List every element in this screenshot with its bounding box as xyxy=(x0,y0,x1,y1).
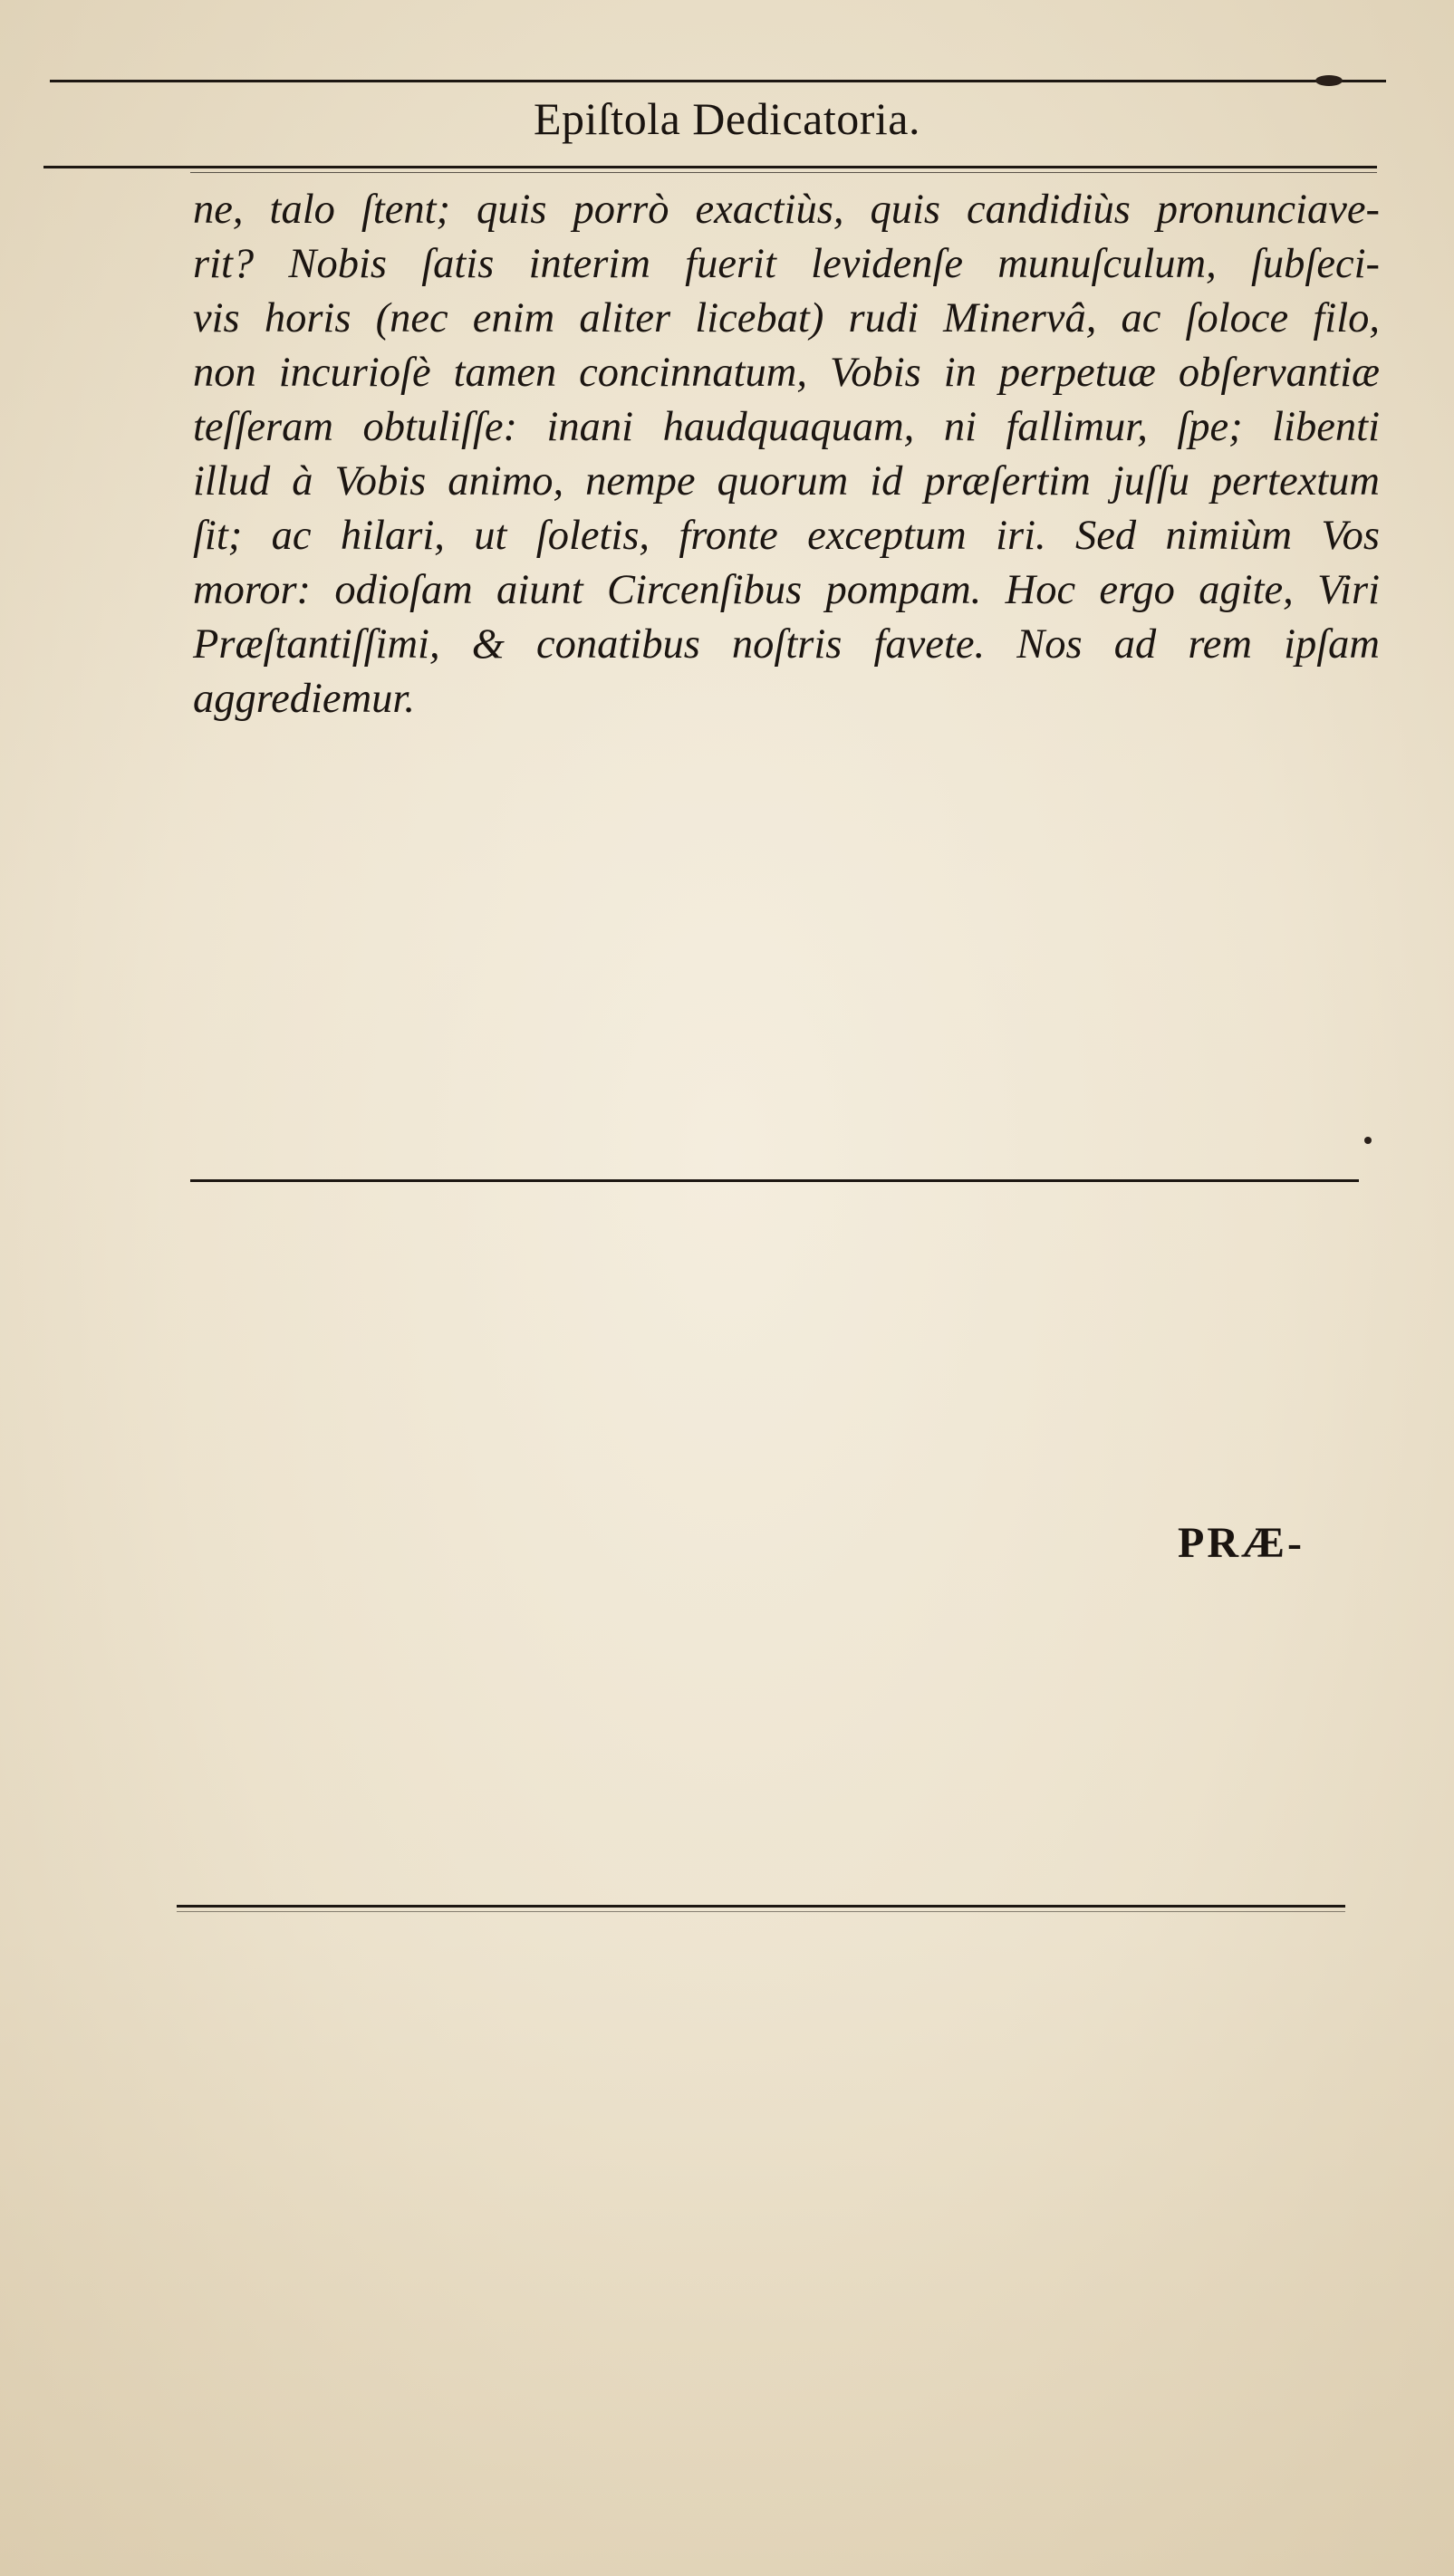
text-line: rit? Nobis ſatis interim fuerit levidenſe munuſculum, ſubſeci- xyxy=(193,241,1380,287)
text-line: ſit; ac hilari, ut ſoletis, fronte exceptum iri. Sed nimiùm Vos xyxy=(193,513,1380,559)
head-rule-thin xyxy=(190,172,1377,173)
text-line: illud à Vobis animo, nempe quorum id præſertim juſſu pertextum xyxy=(193,458,1380,505)
text-line: moror: odioſam aiunt Circenſibus pompam. Hoc ergo agite, Viri xyxy=(193,567,1380,613)
top-rule xyxy=(50,80,1386,82)
running-head: Epiſtola Dedicatoria. xyxy=(533,93,920,144)
text-line: aggrediemur. xyxy=(193,676,415,722)
middle-rule xyxy=(190,1179,1359,1182)
head-rule xyxy=(43,166,1377,168)
text-line: ne, talo ſtent; quis porrò exactiùs, quis candidiùs pronunciave- xyxy=(193,187,1380,233)
ink-speck xyxy=(1364,1137,1372,1144)
text-line: teſſeram obtuliſſe: inani haudquaquam, ni fallimur, ſpe; libenti xyxy=(193,404,1380,450)
lower-rule-thin xyxy=(177,1911,1345,1912)
dedication-text xyxy=(193,183,1380,726)
text-line: non incurioſè tamen concinnatum, Vobis in perpetuæ obſervantiæ xyxy=(193,350,1380,396)
lower-rule xyxy=(177,1905,1345,1908)
ink-speck xyxy=(1315,75,1343,86)
text-line: Præſtantiſſimi, & conatibus noſtris favete. Nos ad rem ipſam xyxy=(193,621,1380,668)
catchword: PRÆ- xyxy=(1178,1519,1305,1567)
text-line: vis horis (nec enim aliter licebat) rudi Minervâ, ac ſoloce filo, xyxy=(193,295,1380,341)
